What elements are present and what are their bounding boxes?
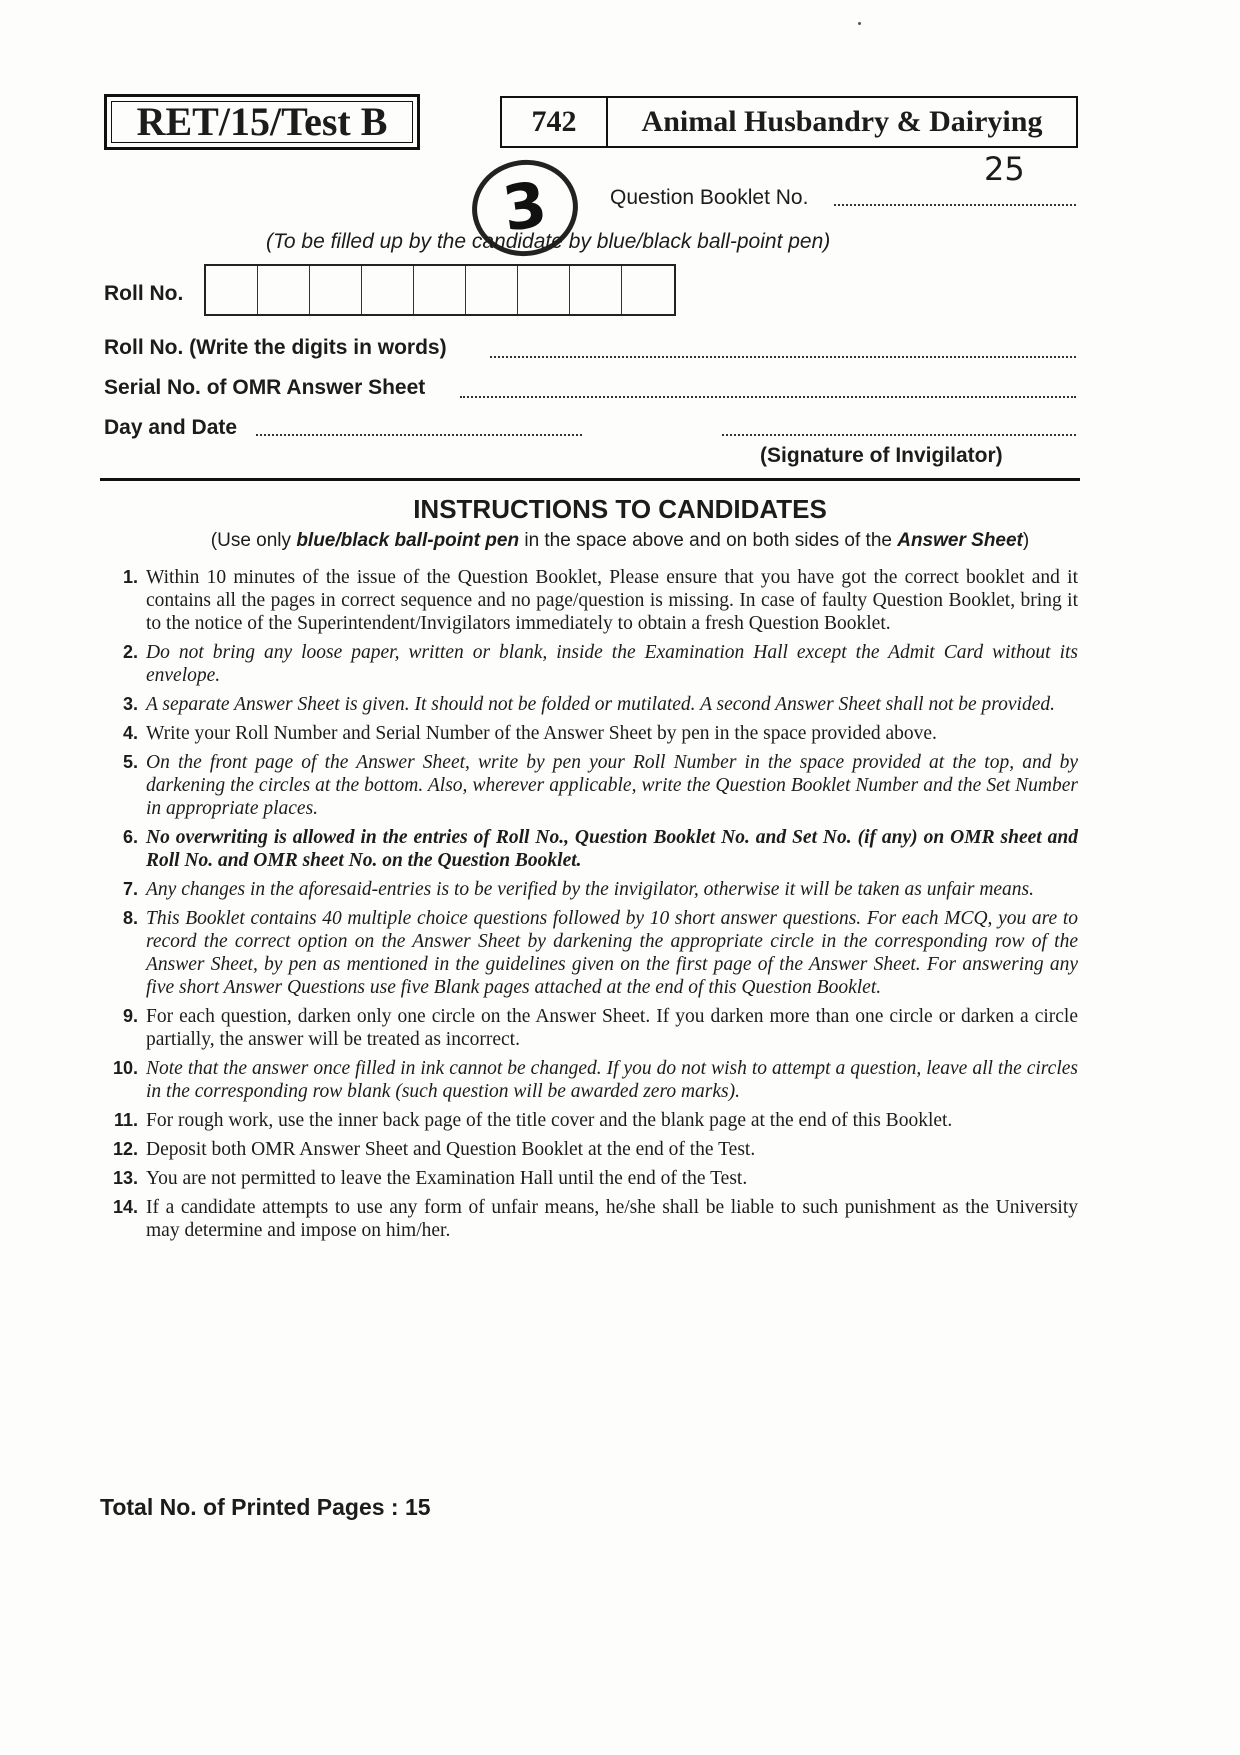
list-item: 10. Note that the answer once filled in ink cannot be changed. If you do not wish to attempt a question, leave all the circles in the corresponding row blank (such question will be awarded zero marks). [112, 1058, 1078, 1102]
list-item: 6. No overwriting is allowed in the entries of Roll No., Question Booklet No. and Set No. (if any) on OMR sheet and Roll No. and OMR sheet No. on the Question Booklet. [122, 827, 1078, 871]
list-item: 7. Any changes in the aforesaid-entries is to be verified by the invigilator, otherwise it will be taken as unfair means. [122, 879, 1035, 900]
list-item: 8. This Booklet contains 40 multiple choice questions followed by 10 short answer questions. For each MCQ, you are to record the correct option on the Answer Sheet by darkening the appropriate circle in the corresponding row of the Answer Sheet, by pen as mentioned in the guidelines given on the first page of the Answer Sheet. For answering any five short Answer Questions use five Blank pages attached at the end of this Question Booklet. [122, 908, 1078, 998]
list-item: 2. Do not bring any loose paper, written or blank, inside the Examination Hall except the Admit Card without its envelope. [122, 642, 1078, 686]
roll-digit-box[interactable] [622, 266, 674, 314]
roll-digit-box[interactable] [362, 266, 414, 314]
list-item: 13. You are not permitted to leave the Examination Hall until the end of the Test. [112, 1168, 748, 1189]
subject-name: Animal Husbandry & Dairying [641, 105, 1043, 138]
list-item: 5. On the front page of the Answer Sheet, write by pen your Roll Number in the space provided at the top, and by darkening the circles at the bottom. Also, wherever applicable, write the Question Booklet Number and the Set Number in appropriate places. [122, 752, 1078, 819]
omr-serial-label: Serial No. of OMR Answer Sheet [104, 376, 426, 399]
roll-digit-box[interactable] [414, 266, 466, 314]
instructions-list [100, 566, 1078, 1248]
roll-digit-box[interactable] [206, 266, 258, 314]
list-item: 3. A separate Answer Sheet is given. It should not be folded or mutilated. A second Answer Sheet shall not be provided. [122, 694, 1055, 715]
day-date-field[interactable] [256, 434, 582, 436]
roll-digit-box[interactable] [570, 266, 622, 314]
roll-digit-box[interactable] [518, 266, 570, 314]
roll-no-boxes[interactable] [204, 264, 676, 316]
set-number: 3 [498, 167, 552, 246]
subject-code: 742 [502, 98, 608, 146]
booklet-no-field[interactable] [834, 204, 1076, 206]
omr-serial-field[interactable] [460, 396, 1076, 398]
section-divider [100, 478, 1080, 481]
booklet-number: 25 [984, 150, 1025, 188]
list-item: 12. Deposit both OMR Answer Sheet and Question Booklet at the end of the Test. [112, 1139, 756, 1160]
test-code: RET/15/Test B [136, 99, 388, 144]
list-item: 9. For each question, darken only one circle on the Answer Sheet. If you darken more than one circle or darken a circle partially, the answer will be treated as incorrect. [122, 1006, 1078, 1050]
roll-no-label: Roll No. [104, 282, 184, 305]
question-booklet-label: Question Booklet No. [610, 186, 809, 209]
signature-label: (Signature of Invigilator) [760, 444, 1003, 467]
paper-speck [858, 22, 861, 25]
roll-digit-box[interactable] [310, 266, 362, 314]
roll-words-field[interactable] [490, 356, 1076, 358]
instructions-subtitle: (Use only blue/black ball-point pen in the space above and on both sides of the Answer Sheet) [210, 530, 1030, 551]
test-code-box [104, 94, 420, 150]
list-item: 1. Within 10 minutes of the issue of the Question Booklet, Please ensure that you have got the correct booklet and it contains all the pages in correct sequence and no page/question is missing. In case of faulty Question Booklet, bring it to the notice of the Superintendent/Invigilators immediately to obtain a fresh Question Booklet. [122, 567, 1078, 634]
total-pages: Total No. of Printed Pages : 15 [100, 1494, 431, 1520]
fill-note: (To be filled up by the candidate by blue/black ball-point pen) [266, 230, 831, 253]
roll-words-label: Roll No. (Write the digits in words) [104, 336, 447, 359]
roll-digit-box[interactable] [258, 266, 310, 314]
signature-field[interactable] [722, 434, 1076, 436]
list-item: 14. If a candidate attempts to use any form of unfair means, he/she shall be liable to such punishment as the University may determine and impose on him/her. [112, 1197, 1078, 1241]
subject-box [500, 96, 1078, 148]
day-date-label: Day and Date [104, 416, 238, 439]
list-item: 4. Write your Roll Number and Serial Number of the Answer Sheet by pen in the space provided above. [122, 723, 937, 744]
list-item: 11. For rough work, use the inner back page of the title cover and the blank page at the end of this Booklet. [113, 1110, 953, 1131]
instructions-title: INSTRUCTIONS TO CANDIDATES [413, 494, 827, 524]
roll-digit-box[interactable] [466, 266, 518, 314]
